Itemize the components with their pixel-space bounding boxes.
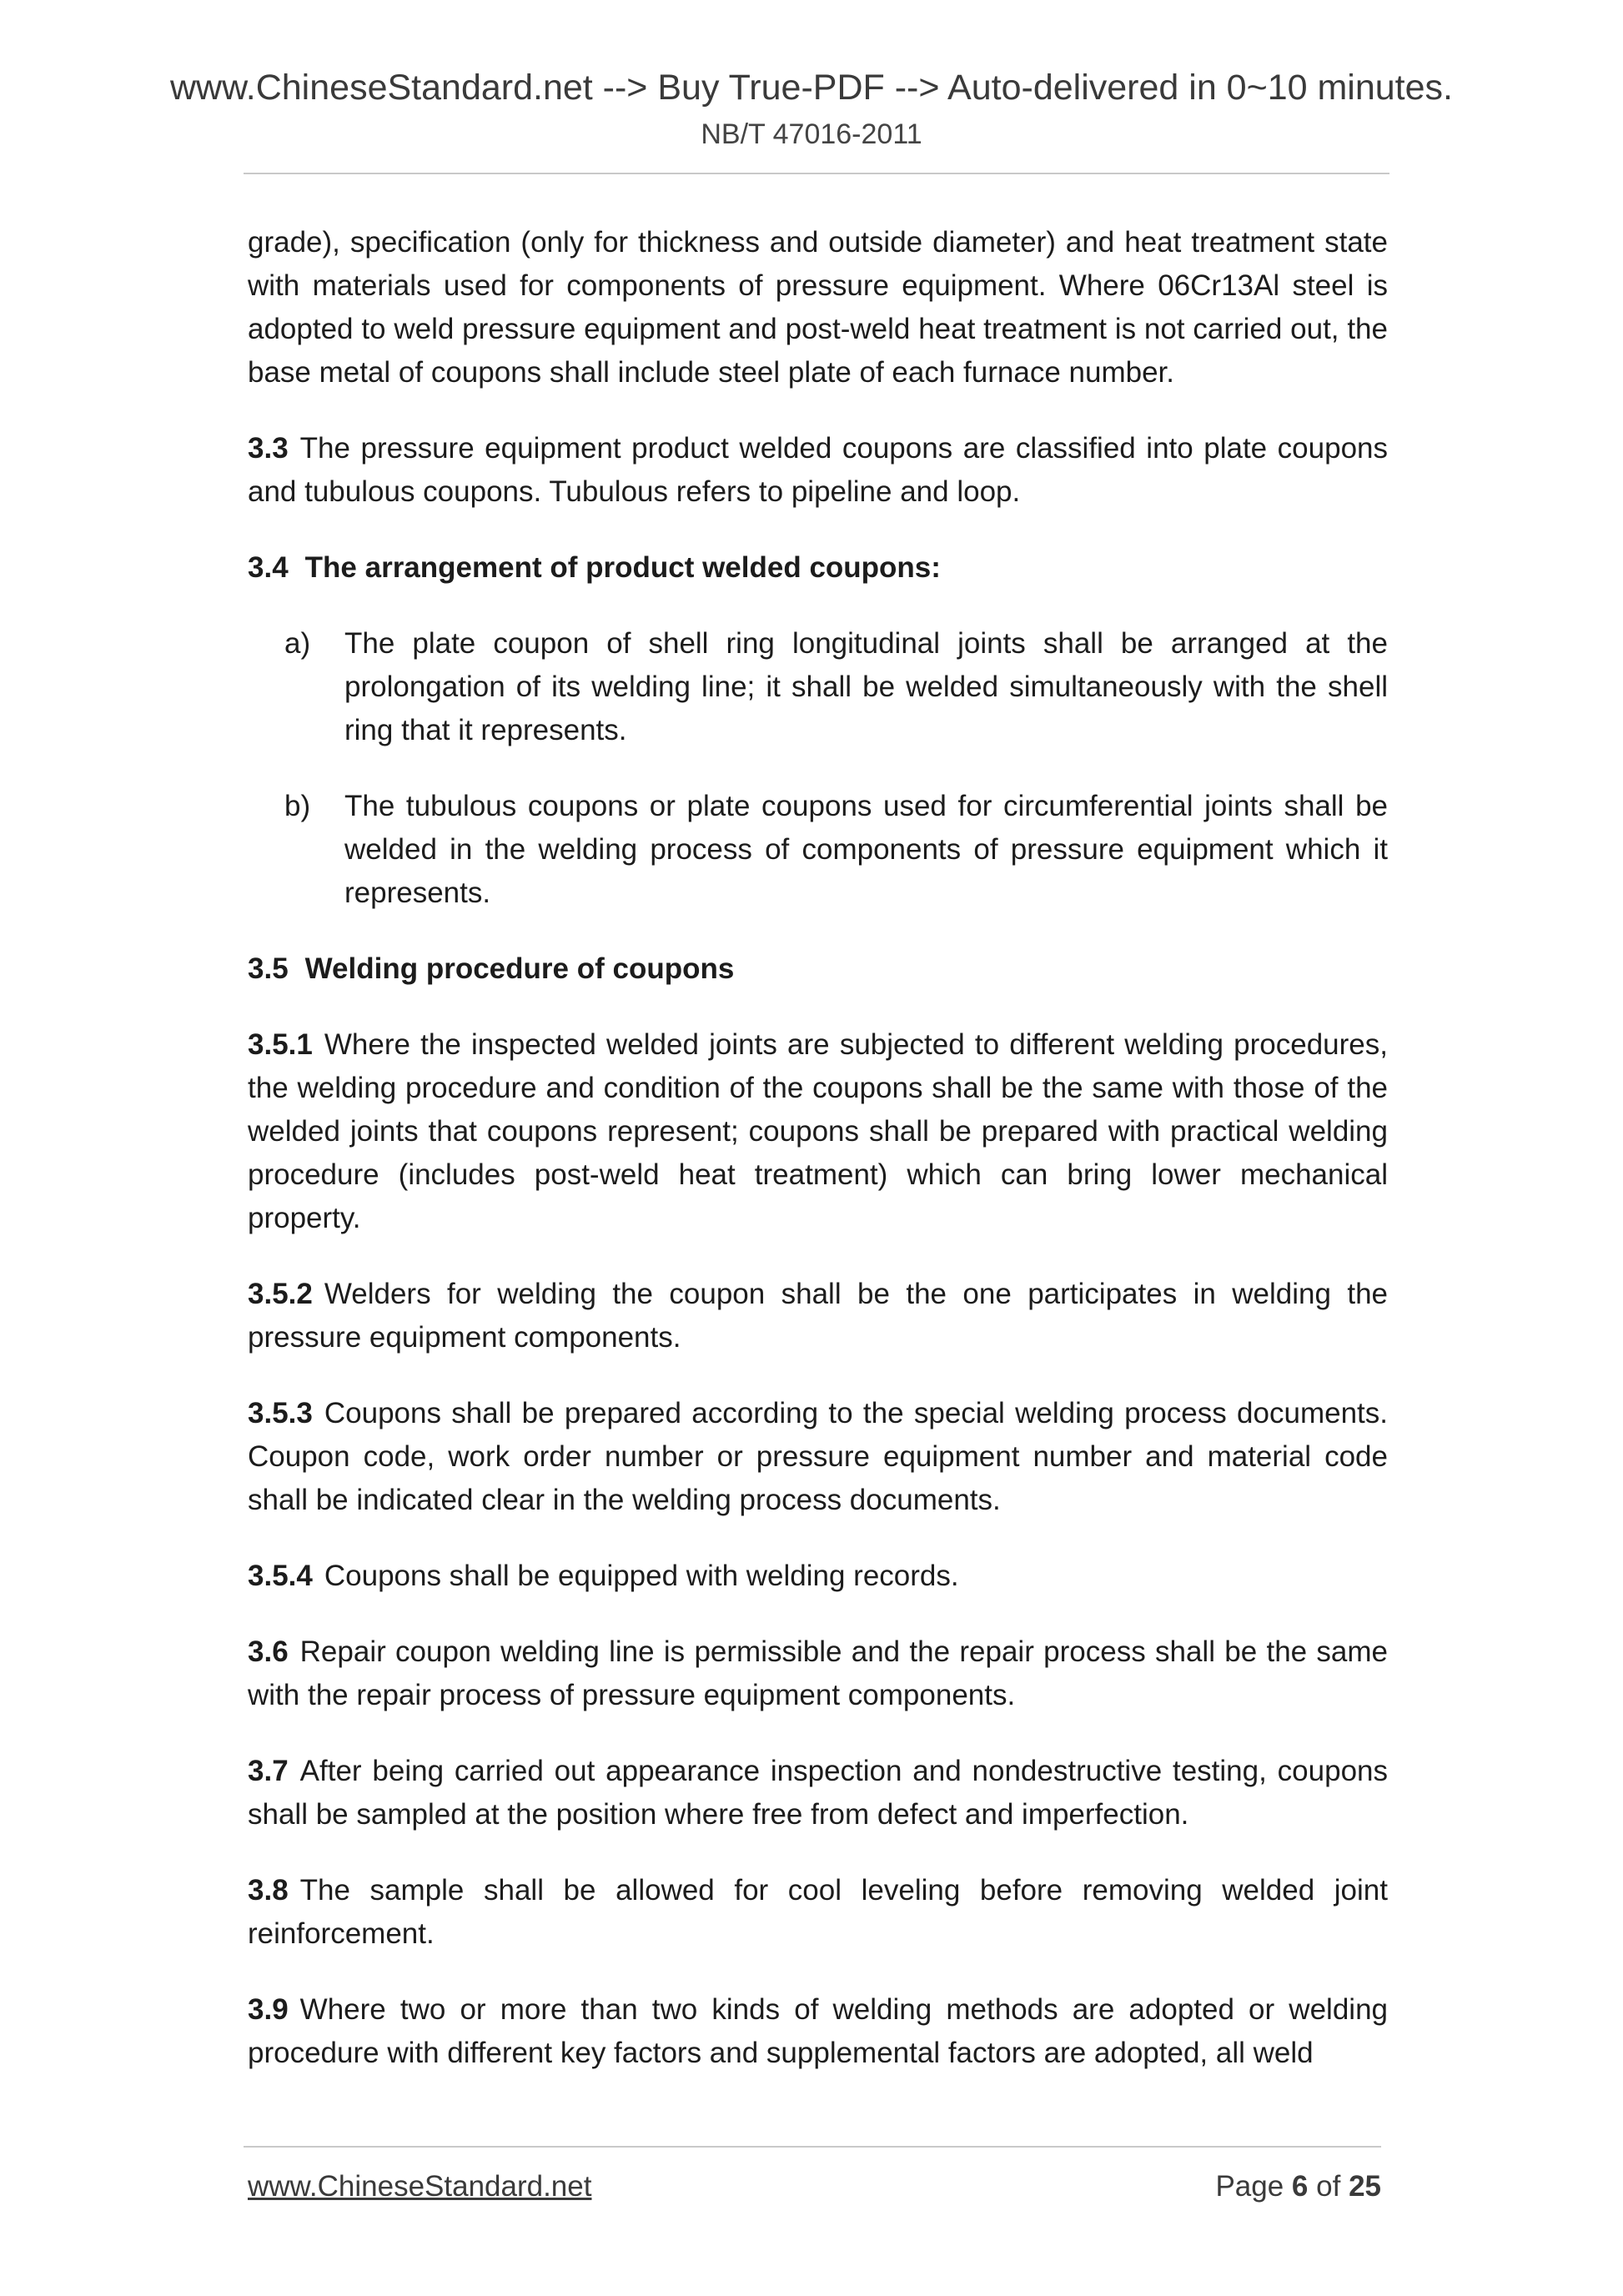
clause-text: Coupons shall be prepared according to the special welding process documents. Coupon code, work order number or pressure equipment number and material code shall be indicated clear in the welding process documents.	[248, 1397, 1388, 1516]
clause-number: 3.4	[248, 551, 289, 584]
clause-number: 3.7	[248, 1755, 289, 1787]
list-marker: b)	[284, 790, 311, 822]
clause-3-3	[248, 427, 1388, 514]
clause-number: 3.5	[248, 952, 289, 985]
clause-3-5-4	[248, 1555, 1388, 1598]
clause-text: After being carried out appearance inspection and nondestructive testing, coupons shall be sampled at the position where free from defect and imperfection.	[248, 1755, 1388, 1831]
clause-number: 3.3	[248, 432, 289, 465]
clause-3-4-heading	[248, 546, 1388, 590]
clause-3-9	[248, 1988, 1388, 2075]
list-item-a	[248, 622, 1388, 752]
intro-paragraph: grade), specification (only for thickness and outside diameter) and heat treatment state with materials used for components of pressure equipment. Where 06Cr13Al steel is adopted to weld pressure equipment and post-weld heat treatment is not carried out, the base metal of coupons shall include steel plate of each furnace number.	[248, 226, 1388, 389]
clause-text: Where the inspected welded joints are subjected to different welding procedures, the welding procedure and condition of the coupons shall be the same with those of the welded joints that coupons represent; coupons shall be prepared with practical welding procedure (includes post-weld heat treatment) which can bring lower mechanical property.	[248, 1028, 1388, 1234]
page-label: Page	[1215, 2170, 1284, 2203]
clause-title: The arrangement of product welded coupons:	[304, 551, 941, 584]
clause-3-5-2	[248, 1273, 1388, 1359]
page-indicator	[1215, 2168, 1381, 2205]
clause-number: 3.5.3	[248, 1397, 313, 1429]
clause-3-7	[248, 1750, 1388, 1836]
clause-text: The sample shall be allowed for cool leveling before removing welded joint reinforcement.	[248, 1874, 1388, 1950]
list-text: The tubulous coupons or plate coupons used for circumferential joints shall be welded in the welding process of components of pressure equipment which it represents.	[344, 790, 1388, 909]
clause-number: 3.5.1	[248, 1028, 313, 1061]
clause-number: 3.5.4	[248, 1560, 313, 1592]
clause-text: Welders for welding the coupon shall be the one participates in welding the pressure equipment components.	[248, 1278, 1388, 1354]
footer-site-link[interactable]: www.ChineseStandard.net	[248, 2170, 592, 2203]
list-item-b	[248, 785, 1388, 915]
header-banner: www.ChineseStandard.net --> Buy True-PDF --> Auto-delivered in 0~10 minutes.	[169, 68, 1453, 108]
clause-text: Where two or more than two kinds of welding methods are adopted or welding procedure with different key factors and supplemental factors are adopted, all weld	[248, 1993, 1388, 2069]
clause-3-5-heading	[248, 947, 1388, 991]
clause-number: 3.9	[248, 1993, 289, 2026]
clause-3-5-1	[248, 1023, 1388, 1240]
clause-text: Repair coupon welding line is permissible and the repair process shall be the same with the repair process of pressure equipment components.	[248, 1635, 1388, 1711]
page-content	[248, 221, 1388, 2108]
list-marker: a)	[284, 627, 311, 660]
page-of: of	[1316, 2170, 1341, 2203]
clause-text: The pressure equipment product welded coupons are classified into plate coupons and tubulous coupons. Tubulous refers to pipeline and loop.	[248, 432, 1388, 508]
clause-text: Coupons shall be equipped with welding records.	[324, 1560, 959, 1592]
footer-divider	[244, 2146, 1381, 2148]
clause-number: 3.5.2	[248, 1278, 313, 1310]
clause-3-6	[248, 1630, 1388, 1717]
clause-title: Welding procedure of coupons	[304, 952, 735, 985]
page-total: 25	[1349, 2170, 1381, 2203]
header-divider	[244, 173, 1389, 174]
clause-number: 3.8	[248, 1874, 289, 1907]
list-text: The plate coupon of shell ring longitudinal joints shall be arranged at the prolongation of its welding line; it shall be welded simultaneously with the shell ring that it represents.	[344, 627, 1388, 746]
page-current: 6	[1291, 2170, 1309, 2203]
clause-3-8	[248, 1869, 1388, 1956]
clause-3-5-3	[248, 1392, 1388, 1522]
doc-number: NB/T 47016-2011	[701, 118, 922, 150]
clause-number: 3.6	[248, 1635, 289, 1668]
